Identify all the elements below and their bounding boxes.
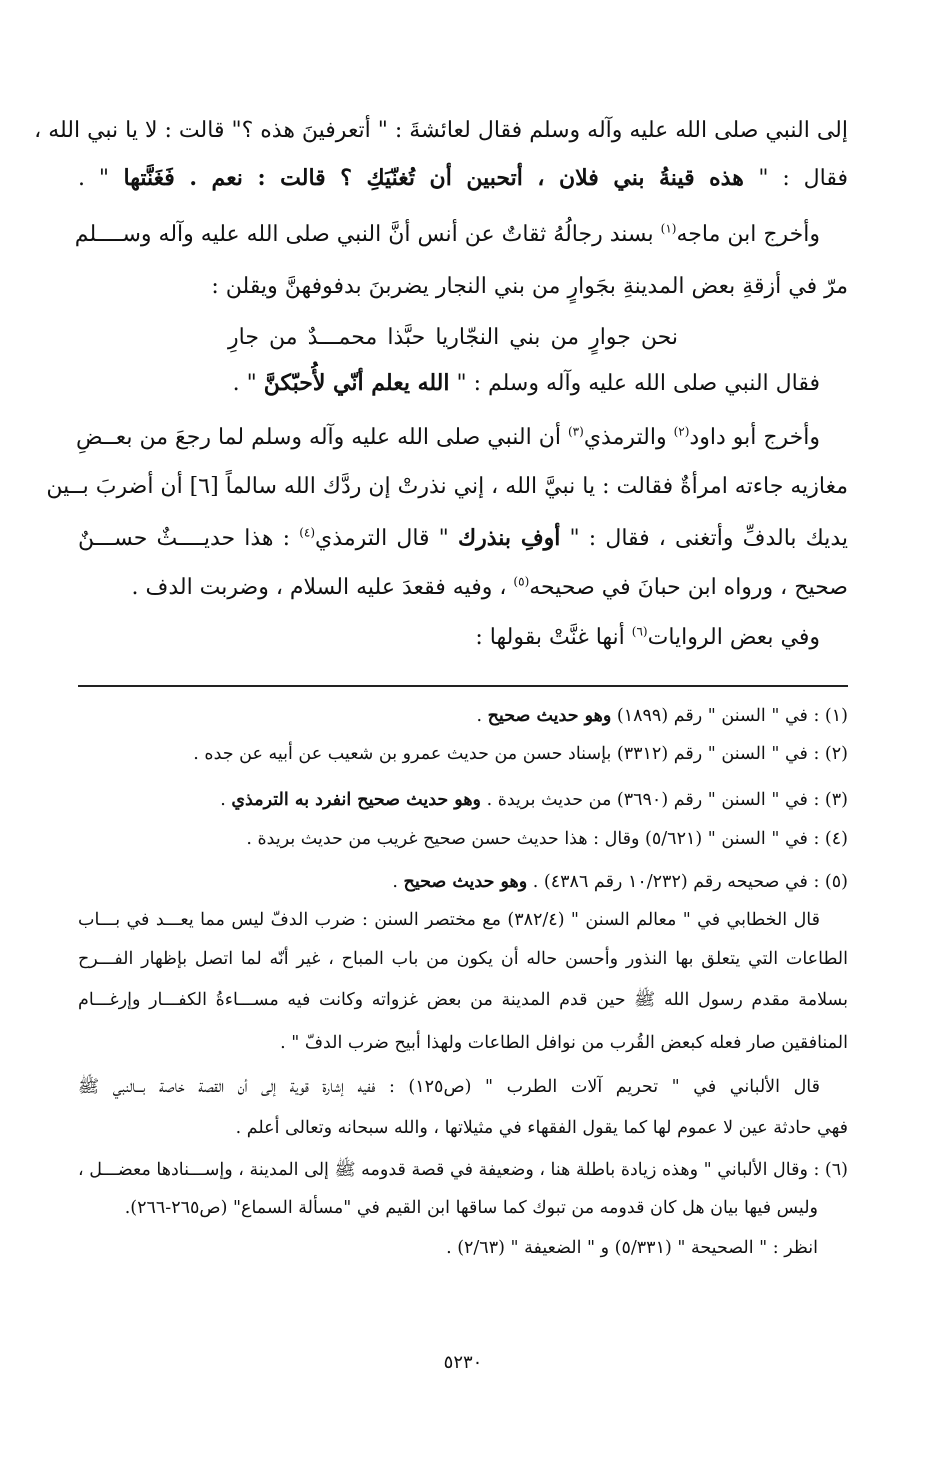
text-span: إلى النبي صلى الله عليه وآله وسلم فقال لعائشةَ : " أتعرفينَ هذه ؟" قالت : لا يا نبي الله ، [34,118,848,143]
body-line-4 [78,274,848,299]
text-span: وليس فيها بيان هل كان قدومه من تبوك كما ساقها ابن القيم في "مسألة السماع" (ص٢٦٥-٢٦٦). [124,1198,818,1218]
page-number: ٥٢٣٠ [443,1352,483,1373]
text-span: وأخرج أبو داود [689,425,820,450]
text-span: أنها غنَّتْ بقولها : [475,625,632,650]
footnote-6-line-2 [78,1198,818,1219]
poem-verse [228,325,678,350]
text-span: قال الخطابي في " معالم السنن " (٣٨٢/٤) مع مختصر السنن : ضرب الدفّ ليس مما يعـــد في بـــاب [78,910,820,930]
text-span: فهي حادثة عين لا عموم لها كما يقول الفقهاء في مثيلاتها ، والله سبحانه وتعالى أعلم . [235,1118,848,1138]
text-span: : هذا حديــــثٌ حســـنٌ [78,526,300,551]
text-span: صحيح ، ورواه ابن حبانَ في صحيحه [529,575,848,600]
body-line-3 [74,221,820,247]
text-span: فقال : " [758,166,849,191]
text-span: انظر : " الصحيحة " (٥/٣٣١) و " الضعيفة " (٢/٦٣) . [446,1238,818,1258]
grading-bold: وهو حديث صحيح [487,706,612,726]
khattabi-quote-line-4 [78,1033,848,1054]
text-span: (٤) : في " السنن " (٥/٦٢١) وقال : هذا حديث حسن صحيح غريب من حديث بريدة . [246,829,848,849]
footnote-2 [78,744,848,765]
body-line-9 [78,526,848,551]
footnote-1 [78,706,848,727]
footnote-ref-3: (٣) [567,424,584,439]
text-span: بسلامة مقدم رسول الله ﷺ حين قدم المدينة من بعض غزواته وكانت فيه مســـاءةُ الكفـــار وإرغـــام [78,990,848,1010]
footnote-ref-1: (١) [660,221,677,236]
text-span: " . [232,371,264,396]
text-span: وأخرج ابن ماجه [676,222,820,247]
albani-quote-line-1 [78,1077,820,1098]
document-page [34,0,849,1478]
text-span: " قال الترمذي [315,526,458,551]
footnote-6-line-3 [78,1238,818,1259]
text-span: . [476,706,488,726]
text-span: (١) : في " السنن " رقم (١٨٩٩) [611,706,848,726]
khattabi-quote-line-3 [78,990,848,1011]
text-span: (٣) : في " السنن " رقم (٣٦٩٠) من حديث بريدة . [481,790,848,810]
footnote-ref-5: (٥) [513,574,530,589]
text-span: يديك بالدفِّ وأتغنى ، فقال : " [560,526,849,551]
text-span: ، وفيه فقعدَ عليه السلام ، وضربت الدف . [131,575,514,600]
footnote-4 [78,829,848,850]
text-span: مغازيه جاءته امرأةٌ فقالت : يا نبيَّ الله ، إني نذرتْ إن ردَّك الله سالماً [٦] أن أضربَ بــين [46,474,848,499]
footnote-ref-2: (٢) [673,424,690,439]
verse-hemistich-2: يا حبَّذا محمـــدٌ من جارِ [228,325,449,350]
text-span: المنافقين صار فعله كبعض القُرب من نوافل الطاعات ولهذا أبيح ضرب الدفّ " . [280,1033,848,1053]
text-span: أن النبي صلى الله عليه وآله وسلم لما رجعَ من بعــضِ [75,425,568,450]
text-span: الطاعات التي يتعلق بها النذور وأحسن حاله أن يكون من باب المباح ، غير أنّه لما اتصل بإظهار الفـــرح [78,949,848,969]
text-span: (٢) : في " السنن " رقم (٣٣١٢) بإسناد حسن من حديث عمرو بن شعيب عن أبيه عن جده . [193,744,848,764]
text-span: مرّ في أزقةِ بعض المدينةِ بجَوارٍ من بني النجار يضربنَ بدفوفهنَّ ويقلن : [211,274,848,299]
body-line-1 [34,118,848,143]
text-span: " . [78,166,109,191]
footnote-ref-6: (٦) [631,624,648,639]
footnote-6-line-1 [78,1160,848,1181]
text-span: (٦) : وقال الألباني " وهذه زيادة باطلة هنا ، وضعيفة في قصة قدومه ﷺ إلى المدينة ، وإســـنادها معضـــل ، [78,1160,848,1180]
body-line-8 [46,474,848,499]
hadith-quote-bold: الله يعلم أنّي لأُحبّكنَّ [263,370,450,396]
text-span: وفي بعض الروايات [647,625,820,650]
albani-quote-line-2 [78,1118,848,1139]
body-line-2 [78,166,848,191]
text-span: فقال النبي صلى الله عليه وآله وسلم : " [449,371,820,396]
text-span: . [392,872,404,892]
grading-bold: وهو حديث صحيح انفرد به الترمذي [231,790,482,810]
footnote-ref-4: (٤) [299,525,316,540]
verse-hemistich-1: نحن جوارٍ من بني النجّار [448,325,679,350]
text-span: بسند رجالُهُ ثقاتٌ عن أنس أنَّ النبي صلى الله عليه وآله وســــلم [74,222,661,247]
footnote-separator [78,685,848,687]
text-span: (٥) : في صحيحه رقم (١٠/٢٣٢ رقم ٤٣٨٦) . [527,872,848,892]
footnote-3 [78,790,848,811]
khattabi-quote-line-2 [78,949,848,970]
body-line-11 [78,625,820,650]
grading-bold: وهو حديث صحيح [403,872,528,892]
body-line-10 [78,575,848,600]
hadith-quote-bold: أوفِ بنذرك [457,525,561,551]
body-line-7 [75,424,820,450]
text-span: والترمذي [583,425,674,450]
body-line-6 [78,371,820,396]
text-span: قال الألباني في " تحريم آلات الطرب " (ص١٢٥) : ففيه إشارة قوية إلى أن القصة خاصة بـــالنبي ﷺ [78,1077,820,1097]
footnote-5 [78,872,848,893]
hadith-quote-bold: هذه قينةُ بني فلان ، أتحبين أن تُغنّيَكِ ؟ قالت : نعم . فَغَنَّتها [109,165,759,191]
text-span: . [220,790,232,810]
khattabi-quote-line-1 [78,910,820,931]
